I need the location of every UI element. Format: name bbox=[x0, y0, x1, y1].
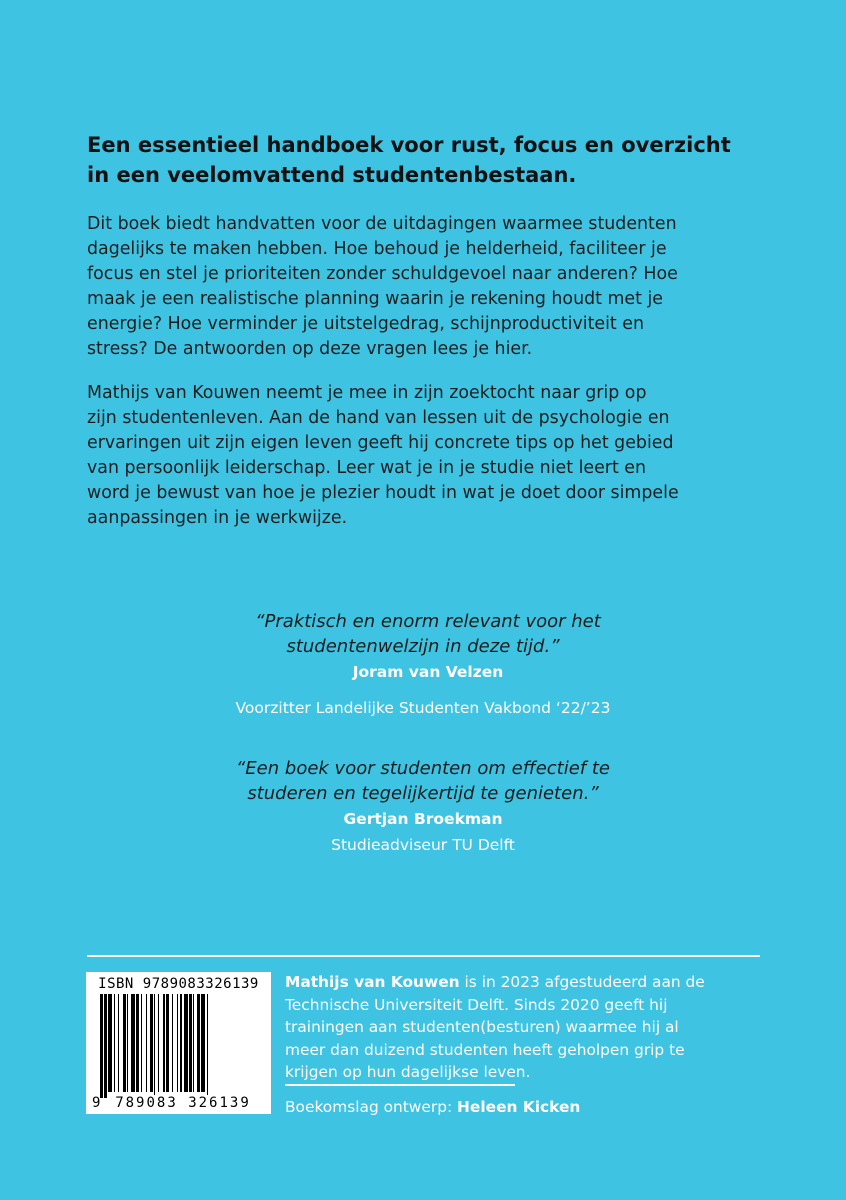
quote-line: studeren en tegelijkertijd te genieten.” bbox=[247, 783, 599, 804]
quote-author: Gertjan Broekman bbox=[343, 810, 503, 828]
headline-line: in een veelomvattend studentenbestaan. bbox=[87, 163, 577, 187]
isbn-barcode bbox=[86, 972, 271, 1114]
barcode-bar bbox=[131, 994, 135, 1092]
barcode-bar bbox=[114, 994, 115, 1092]
text-line: Dit boek biedt handvatten voor de uitdagingen waarmee studenten bbox=[87, 214, 677, 234]
barcode-digits bbox=[86, 1095, 271, 1113]
barcode-bar bbox=[158, 994, 159, 1092]
barcode-bar bbox=[127, 994, 128, 1092]
barcode-number: 789083 326139 bbox=[108, 1095, 258, 1111]
testimonial-2 bbox=[0, 756, 846, 856]
barcode-lead-digit: 9 bbox=[92, 1095, 101, 1111]
quote-line: studentenwelzijn in deze tijd.” bbox=[286, 636, 560, 657]
bio-line: krijgen op hun dagelijkse leven. bbox=[285, 1063, 531, 1081]
author-bio bbox=[285, 971, 767, 1084]
credit-name: Heleen Kicken bbox=[457, 1098, 581, 1116]
headline-line: Een essentieel handboek voor rust, focus en overzicht bbox=[87, 133, 731, 157]
barcode-bar bbox=[193, 994, 194, 1092]
cover-design-credit bbox=[285, 1096, 580, 1118]
barcode-bar bbox=[163, 994, 164, 1092]
barcode-bar bbox=[141, 994, 142, 1092]
bio-author-name: Mathijs van Kouwen bbox=[285, 973, 460, 991]
barcode-bar bbox=[118, 994, 119, 1092]
barcode-bars bbox=[100, 994, 260, 1098]
barcode-bar bbox=[184, 994, 188, 1092]
text-line: focus en stel je prioriteiten zonder schuldgevoel naar anderen? Hoe bbox=[87, 264, 678, 284]
text-line: stress? De antwoorden op deze vragen lees je hier. bbox=[87, 339, 533, 359]
barcode-bar bbox=[201, 994, 205, 1092]
description-paragraph-1 bbox=[87, 212, 777, 362]
text-line: ervaringen uit zijn eigen leven geeft hij concrete tips op het gebied bbox=[87, 433, 674, 453]
barcode-bar bbox=[189, 994, 192, 1092]
headline bbox=[87, 130, 777, 190]
quote-author-role: Studieadviseur TU Delft bbox=[331, 836, 515, 854]
barcode-bar bbox=[177, 994, 178, 1092]
barcode-bar bbox=[197, 994, 200, 1092]
barcode-bar bbox=[154, 994, 155, 1098]
quote-author-role: Voorzitter Landelijke Studenten Vakbond ‘22/’23 bbox=[235, 699, 611, 717]
bio-line: Technische Universiteit Delft. Sinds 2020 geeft hij bbox=[285, 995, 668, 1014]
isbn-label: ISBN 9789083326139 bbox=[98, 976, 259, 992]
bio-line: meer dan duizend studenten heeft geholpen grip te bbox=[285, 1040, 685, 1059]
text-line: maak je een realistische planning waarin je rekening houdt met je bbox=[87, 289, 663, 309]
quote-line: “Praktisch en enorm relevant voor het bbox=[255, 611, 601, 632]
bio-line-rest: is in 2023 afgestudeerd aan de bbox=[459, 973, 705, 991]
barcode-bar bbox=[172, 994, 173, 1092]
barcode-bar bbox=[180, 994, 183, 1092]
barcode-bar bbox=[104, 994, 107, 1098]
barcode-bar bbox=[136, 994, 139, 1092]
barcode-bar bbox=[123, 994, 126, 1092]
text-line: dagelijks te maken hebben. Hoe behoud je helderheid, faciliteer je bbox=[87, 239, 667, 259]
barcode-bar bbox=[150, 994, 153, 1092]
credit-label: Boekomslag ontwerp: bbox=[285, 1098, 458, 1116]
barcode-bar bbox=[166, 994, 169, 1092]
bio-line: trainingen aan studenten(besturen) waarmee hij al bbox=[285, 1018, 679, 1036]
quote-author: Joram van Velzen bbox=[352, 663, 504, 681]
text-line: energie? Hoe verminder je uitstelgedrag, schijnproductiviteit en bbox=[87, 314, 644, 334]
description-paragraph-2 bbox=[87, 381, 777, 531]
bio-divider bbox=[285, 1084, 515, 1086]
barcode-bar bbox=[100, 994, 103, 1098]
text-line: van persoonlijk leiderschap. Leer wat je in je studie niet leert en bbox=[87, 458, 647, 478]
barcode-bar bbox=[207, 994, 208, 1098]
text-line: aanpassingen in je werkwijze. bbox=[87, 508, 348, 528]
quote-line: “Een boek voor studenten om effectief te bbox=[235, 758, 610, 779]
testimonial-1 bbox=[0, 609, 846, 719]
bio-line bbox=[285, 971, 767, 994]
barcode-bar bbox=[108, 994, 112, 1092]
section-divider bbox=[87, 955, 760, 957]
text-line: Mathijs van Kouwen neemt je mee in zijn zoektocht naar grip op bbox=[87, 383, 647, 403]
text-line: zijn studentenleven. Aan de hand van lessen uit de psychologie en bbox=[87, 408, 670, 428]
text-line: word je bewust van hoe je plezier houdt in wat je doet door simpele bbox=[87, 483, 679, 503]
barcode-bar bbox=[146, 994, 147, 1092]
